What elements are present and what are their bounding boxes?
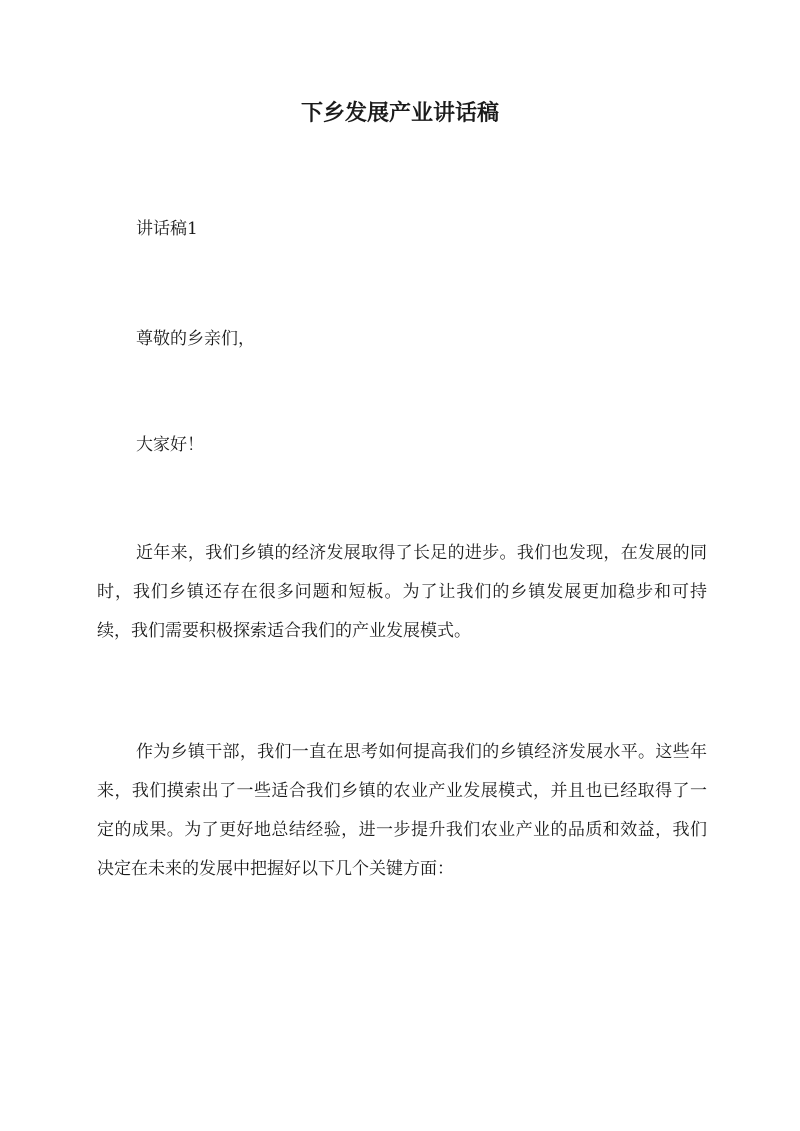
paragraph-body-2: 作为乡镇干部，我们一直在思考如何提高我们的乡镇经济发展水平。这些年来，我们摸索出了一些适合我们乡镇的农业产业发展模式，并且也已经取得了一定的成果。为了更好地总结经验，进一步提升我们农业产业的品质和效益，我们决定在未来的发展中把握好以下几个关键方面： <box>97 742 707 879</box>
paragraph-body-1: 近年来，我们乡镇的经济发展取得了长足的进步。我们也发现，在发展的同时，我们乡镇还存在很多问题和短板。为了让我们的乡镇发展更加稳步和可持续，我们需要积极探索适合我们的产业发展模式。 <box>97 543 707 641</box>
document-title: 下乡发展产业讲话稿 <box>300 100 499 126</box>
paragraph-greeting: 大家好！ <box>136 435 204 455</box>
paragraph-salutation: 尊敬的乡亲们， <box>136 329 255 349</box>
paragraph-speech-label: 讲话稿1 <box>136 219 198 239</box>
